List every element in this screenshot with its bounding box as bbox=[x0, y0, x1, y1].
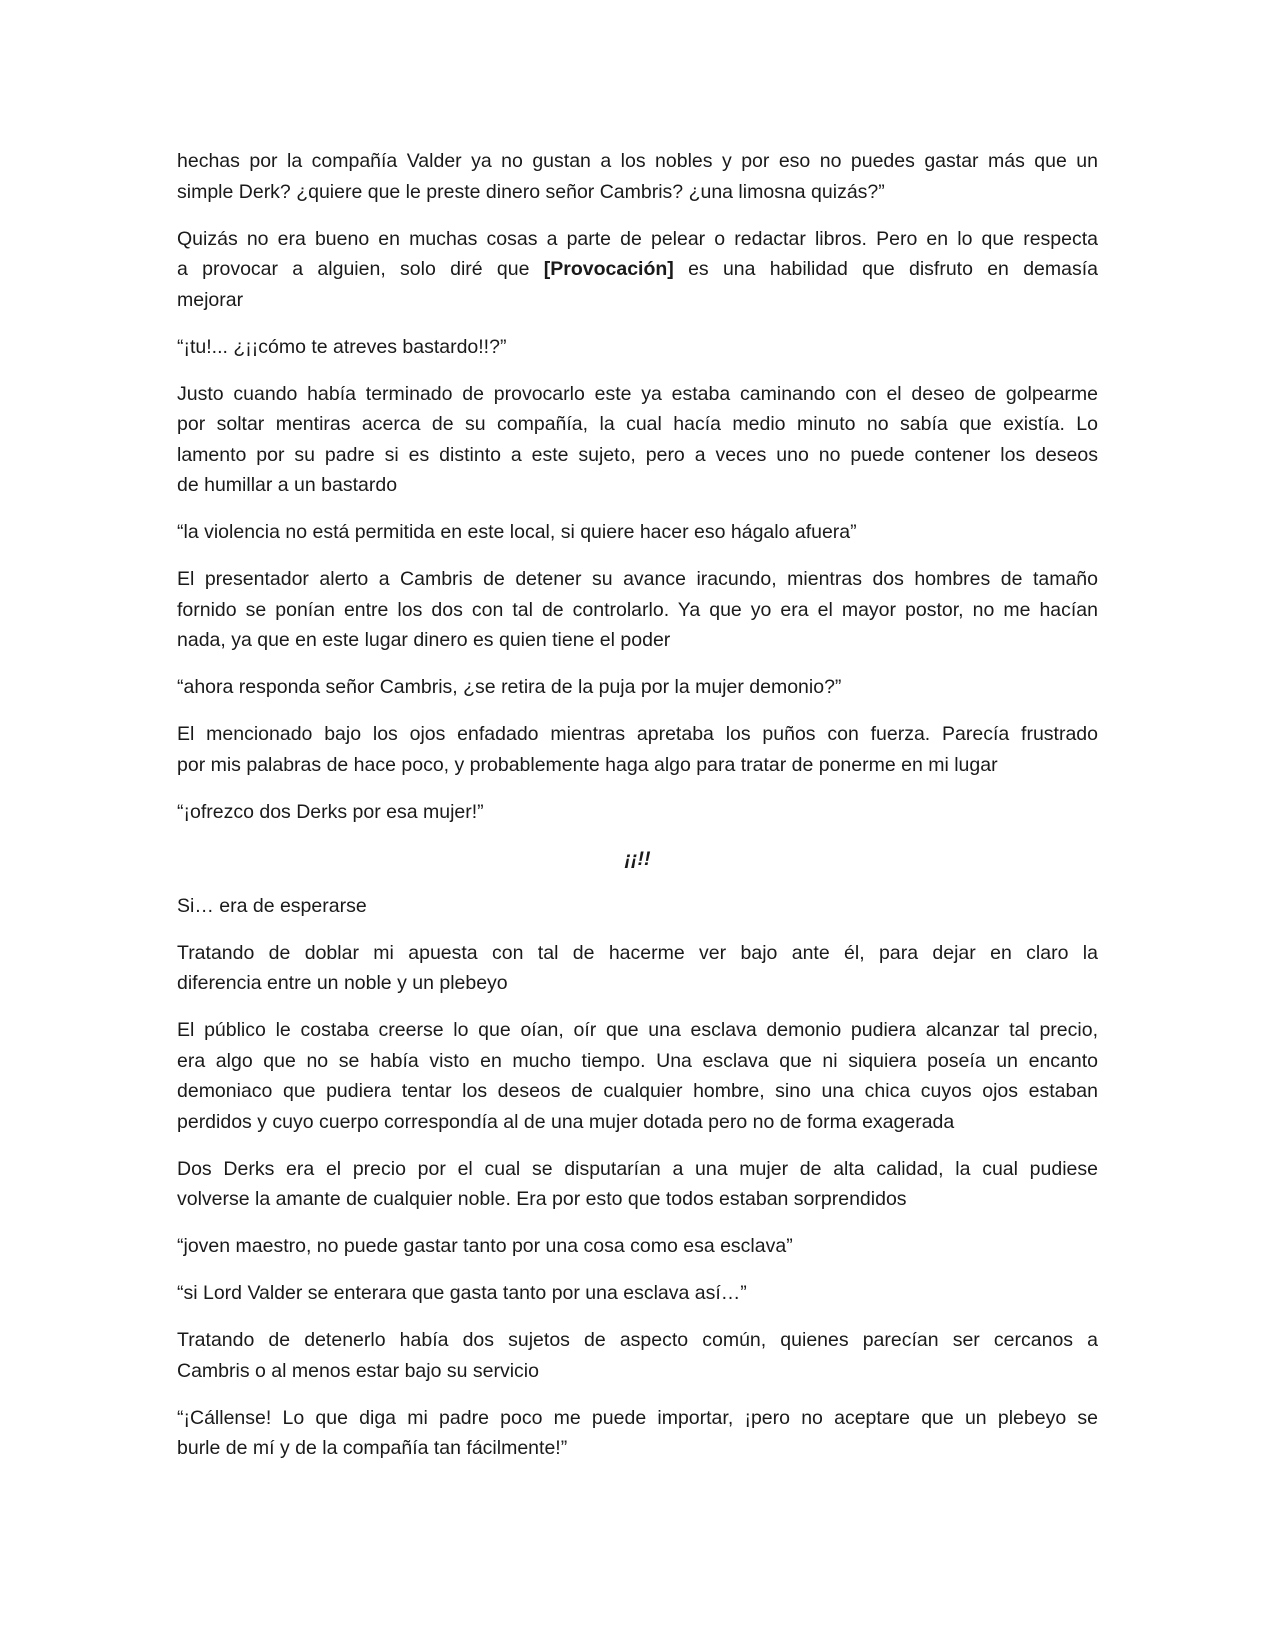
text-line: “ahora responda señor Cambris, ¿se retira de la puja por la mujer demonio?” bbox=[177, 676, 842, 698]
text-line bbox=[177, 254, 1098, 285]
paragraph bbox=[177, 938, 1098, 999]
text-line: por soltar mentiras acerca de su compañía, la cual hacía medio minuto no sabía que existía. Lo bbox=[177, 413, 1098, 435]
scene-break bbox=[177, 844, 1098, 875]
text-line: era algo que no se había visto en mucho tiempo. Una esclava que ni siquiera poseía un encanto bbox=[177, 1049, 1098, 1072]
text-line: Justo cuando había terminado de provocarlo este ya estaba caminando con el deseo de golpearme bbox=[177, 382, 1098, 405]
text-line: diferencia entre un noble y un plebeyo bbox=[177, 972, 508, 994]
text-fragment: a provocar a alguien, solo diré que bbox=[177, 258, 544, 280]
text-line: nada, ya que en este lugar dinero es quien tiene el poder bbox=[177, 629, 671, 651]
text-line: Quizás no era bueno en muchas cosas a parte de pelear o redactar libros. Pero en lo que respecta bbox=[177, 227, 1098, 250]
text-line: perdidos y cuyo cuerpo correspondía al de una mujer dotada pero no de forma exagerada bbox=[177, 1110, 955, 1133]
text-line: simple Derk? ¿quiere que le preste dinero señor Cambris? ¿una limosna quizás?” bbox=[177, 180, 885, 203]
text-line: volverse la amante de cualquier noble. Era por esto que todos estaban sorprendidos bbox=[177, 1188, 907, 1210]
text-line: burle de mí y de la compañía tan fácilmente!” bbox=[177, 1437, 568, 1459]
paragraph bbox=[177, 891, 1098, 922]
text-line: fornido se ponían entre los dos con tal de controlarlo. Ya que yo era el mayor postor, no me hacían bbox=[177, 598, 1098, 621]
paragraph bbox=[177, 1278, 1098, 1309]
text-line: “¡ofrezco dos Derks por esa mujer!” bbox=[177, 800, 484, 823]
text-line: “si Lord Valder se enterara que gasta tanto por una esclava así…” bbox=[177, 1282, 747, 1304]
text-line: Si… era de esperarse bbox=[177, 894, 367, 917]
text-line: “la violencia no está permitida en este local, si quiere hacer eso hágalo afuera” bbox=[177, 521, 857, 543]
paragraph bbox=[177, 224, 1098, 316]
paragraph bbox=[177, 719, 1098, 780]
text-line: hechas por la compañía Valder ya no gustan a los nobles y por eso no puedes gastar más que un bbox=[177, 150, 1098, 172]
text-line: “joven maestro, no puede gastar tanto por una cosa como esa esclava” bbox=[177, 1235, 793, 1257]
text-line: “¡tu!... ¿¡¡cómo te atreves bastardo!!?” bbox=[177, 335, 507, 358]
text-line: demoniaco que pudiera tentar los deseos de cualquier hombre, sino una chica cuyos ojos estaban bbox=[177, 1080, 1098, 1102]
text-line: lamento por su padre si es distinto a este sujeto, pero a veces uno no puede contener los deseos bbox=[177, 443, 1098, 466]
paragraph bbox=[177, 1325, 1098, 1386]
paragraph bbox=[177, 1015, 1098, 1137]
paragraph bbox=[177, 1154, 1098, 1215]
paragraph bbox=[177, 379, 1098, 501]
paragraph bbox=[177, 564, 1098, 656]
scene-break-symbol: ¡¡!! bbox=[624, 847, 651, 870]
paragraph bbox=[177, 1403, 1098, 1464]
text-line: Tratando de doblar mi apuesta con tal de hacerme ver bajo ante él, para dejar en claro la bbox=[177, 941, 1098, 964]
text-line: El público le costaba creerse lo que oían, oír que una esclava demonio pudiera alcanzar tal precio, bbox=[177, 1019, 1098, 1041]
text-line: por mis palabras de hace poco, y probablemente haga algo para tratar de ponerme en mi lugar bbox=[177, 753, 998, 776]
text-line: de humillar a un bastardo bbox=[177, 474, 398, 496]
text-line: Cambris o al menos estar bajo su servicio bbox=[177, 1359, 539, 1382]
text-fragment: es una habilidad que disfruto en demasía bbox=[673, 258, 1098, 280]
text-line: mejorar bbox=[177, 288, 244, 311]
paragraph bbox=[177, 672, 1098, 703]
document-page bbox=[177, 146, 1098, 1480]
text-line: Tratando de detenerlo había dos sujetos de aspecto común, quienes parecían ser cercanos a bbox=[177, 1329, 1098, 1351]
text-line: El mencionado bajo los ojos enfadado mientras apretaba los puños con fuerza. Parecía frustrado bbox=[177, 723, 1098, 745]
text-line: “¡Cállense! Lo que diga mi padre poco me puede importar, ¡pero no aceptare que un plebeyo se bbox=[177, 1406, 1098, 1429]
paragraph bbox=[177, 517, 1098, 548]
paragraph bbox=[177, 146, 1098, 207]
text-line: El presentador alerto a Cambris de detener su avance iracundo, mientras dos hombres de tamaño bbox=[177, 568, 1098, 590]
text-line: Dos Derks era el precio por el cual se disputarían a una mujer de alta calidad, la cual pudiese bbox=[177, 1157, 1098, 1180]
paragraph bbox=[177, 797, 1098, 828]
skill-name: [Provocación] bbox=[543, 258, 674, 280]
paragraph bbox=[177, 332, 1098, 363]
paragraph bbox=[177, 1231, 1098, 1262]
